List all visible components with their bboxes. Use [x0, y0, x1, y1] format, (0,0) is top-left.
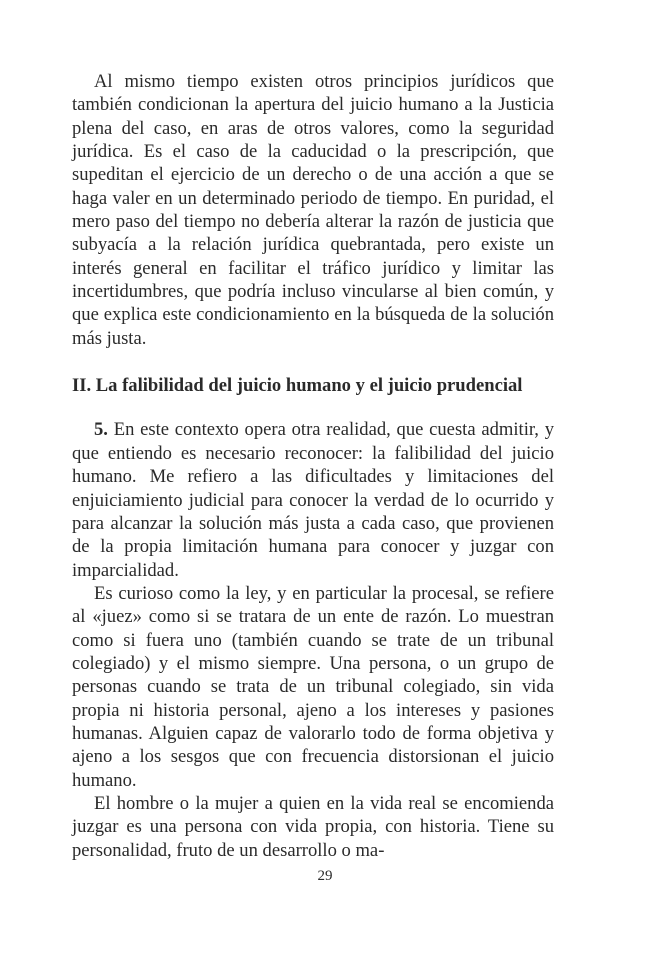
paragraph-number: 5.: [94, 419, 108, 441]
book-page-body: [72, 70, 554, 862]
paragraph-fallibility: [72, 418, 554, 581]
section-heading: II. La falibilidad del juicio humano y el juicio prudencial: [72, 375, 523, 397]
paragraph-prescription: Al mismo tiempo existen otros principios jurídicos que también condicionan la apertura del juicio humano a la Justicia plena del caso, en aras de otros valores, como la seguridad jurídica. Es el caso de la caducidad o la prescripción, que supeditan el ejercicio de un derecho o de una acción a que se haga valer en un determinado periodo de tiempo. En puridad, el mero paso del tiempo no debería alterar la razón de justicia que subyacía a la relación jurídica quebrantada, pero existe un interés general en facilitar el tráfico jurídico y limitar las incertidumbres, que podría incluso vincularse al bien común, y que explica este condicionamiento en la búsqueda de la solución más justa.: [72, 71, 554, 349]
paragraph-real-judge: El hombre o la mujer a quien en la vida real se encomienda juzgar es una persona con vida propia, con historia. Tiene su personalidad, fruto de un desarrollo o ma-: [72, 792, 554, 861]
paragraph-judge-abstraction: Es curioso como la ley, y en particular la procesal, se refiere al «juez» como si se tratara de un ente de razón. Lo muestran como si fuera uno (también cuando se trate de un tribunal colegiado) y el mismo siempre. Una persona, o un grupo de personas cuando se trata de un tribunal colegiado, sin vida propia ni historia personal, ajeno a los intereses y pasiones humanas. Alguien capaz de valorarlo todo de forma objetiva y ajeno a los sesgos que con frecuencia distorsionan el juicio humano.: [72, 582, 554, 791]
page-number: 29: [317, 868, 333, 884]
paragraph-fallibility-text: En este contexto opera otra realidad, que cuesta admitir, y que entiendo es necesario reconocer: la falibilidad del juicio humano. Me refiero a las dificultades y limitaciones del enjuiciamiento judicial para conocer la verdad de lo ocurrido y para alcanzar la solución más justa a cada caso, que provienen de la propia limitación humana para conocer y juzgar con imparcialidad.: [72, 419, 554, 581]
